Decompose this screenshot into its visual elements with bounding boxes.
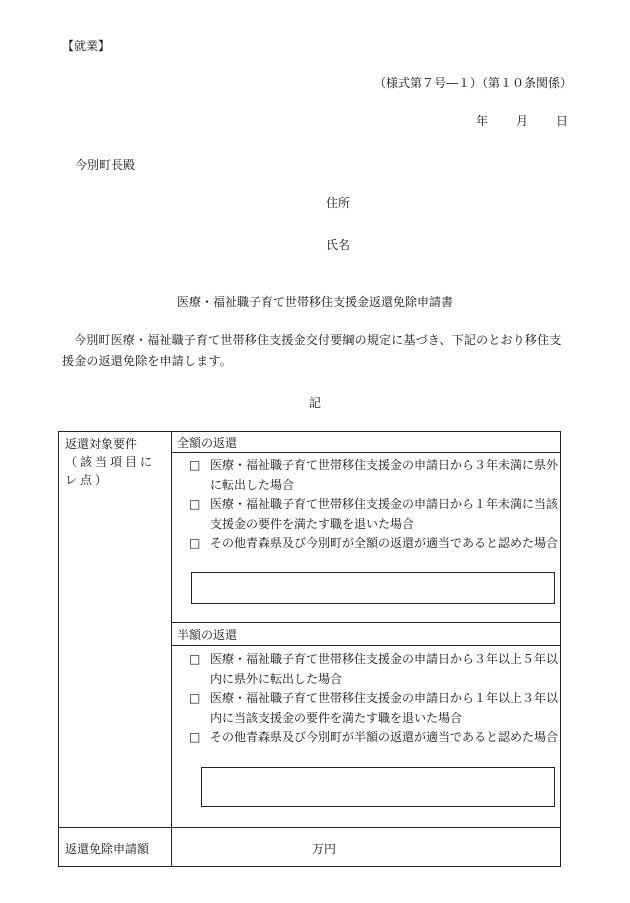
requirement-note: （該当項目にレ点） xyxy=(65,455,156,487)
half-refund-item-1-text: 医療・福祉職子育て世帯移住支援金の申請日から３年以上５年以内に県外に転出した場合 xyxy=(210,652,559,686)
requirement-label: 返還対象要件 xyxy=(65,437,138,451)
body-paragraph: 今別町医療・福祉職子育て世帯移住支援金交付要綱の規定に基づき、下記のとおり移住支援金の返還免除を申請します。 xyxy=(62,333,562,368)
full-refund-item-1-text: 医療・福祉職子育て世帯移住支援金の申請日から３年未満に県外に転出した場合 xyxy=(210,458,559,492)
full-refund-other-input[interactable] xyxy=(191,572,555,604)
date-year: 年 xyxy=(475,114,488,128)
amount-label: 返還免除申請額 xyxy=(65,842,150,856)
half-refund-item-3[interactable] xyxy=(189,727,559,747)
checkbox-icon[interactable]: □ xyxy=(189,497,201,511)
form-number: （様式第７号―１）（第１０条関係） xyxy=(373,76,572,90)
full-heading-divider xyxy=(171,452,560,453)
full-refund-heading: 全額の返還 xyxy=(177,436,238,450)
address-label: 住所 xyxy=(326,196,351,210)
half-heading-divider xyxy=(171,645,560,646)
full-refund-item-1[interactable] xyxy=(189,455,559,495)
section-divider xyxy=(171,622,560,623)
full-refund-item-2[interactable] xyxy=(189,494,559,534)
half-refund-item-3-text: その他青森県及び今別町が半額の返還が適当であると認めた場合 xyxy=(210,730,559,744)
date-day: 日 xyxy=(555,114,568,128)
checkbox-icon[interactable]: □ xyxy=(189,652,201,666)
half-refund-item-1[interactable] xyxy=(189,649,559,689)
checkbox-icon[interactable]: □ xyxy=(189,730,201,744)
requirement-cell xyxy=(65,435,169,489)
full-refund-item-3[interactable] xyxy=(189,533,559,553)
full-refund-item-3-text: その他青森県及び今別町が全額の返還が適当であると認めた場合 xyxy=(210,536,559,550)
name-label: 氏名 xyxy=(326,238,351,252)
category-tag: 【就業】 xyxy=(62,39,111,53)
application-table xyxy=(58,431,561,867)
amount-unit[interactable]: 万円 xyxy=(312,842,337,856)
ki-marker: 記 xyxy=(308,396,321,410)
checkbox-icon[interactable]: □ xyxy=(189,691,201,705)
checkbox-icon[interactable]: □ xyxy=(189,536,201,550)
table-column-divider xyxy=(171,432,172,866)
full-refund-item-2-text: 医療・福祉職子育て世帯移住支援金の申請日から１年未満に当該支援金の要件を満たす職を退いた場合 xyxy=(210,497,559,531)
document-title: 医療・福祉職子育て世帯移住支援金返還免除申請書 xyxy=(176,295,453,309)
half-refund-item-2[interactable] xyxy=(189,688,559,728)
amount-row-divider xyxy=(59,827,560,828)
date-month: 月 xyxy=(515,114,528,128)
half-refund-other-input[interactable] xyxy=(201,767,555,807)
half-refund-item-2-text: 医療・福祉職子育て世帯移住支援金の申請日から１年以上３年以内に当該支援金の要件を満たす職を退いた場合 xyxy=(210,691,559,725)
half-refund-heading: 半額の返還 xyxy=(177,628,238,642)
addressee: 今別町長殿 xyxy=(75,158,136,172)
date-line xyxy=(476,113,568,129)
checkbox-icon[interactable]: □ xyxy=(189,458,201,472)
